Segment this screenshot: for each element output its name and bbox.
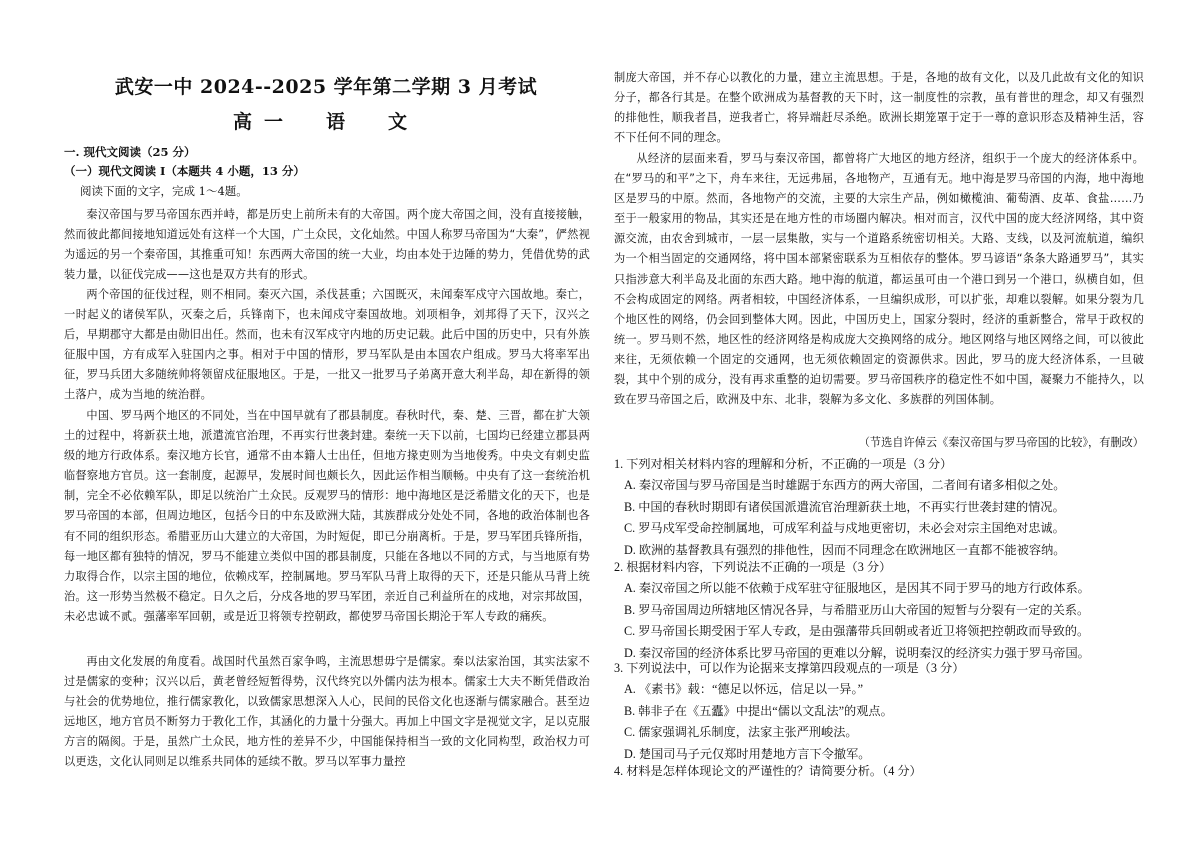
question-4 <box>614 761 1144 782</box>
question-2 <box>614 557 1144 664</box>
option-b: B. 中国的春秋时期即有诸侯国派遣流官治理新获土地，不再实行世袭封建的情况。 <box>624 499 1065 514</box>
article-source: （节选自许倬云《秦汉帝国与罗马帝国的比较》，有删改） <box>858 436 1144 449</box>
option-c: C. 儒家强调礼乐制度，法家主张严刑峻法。 <box>624 725 858 740</box>
question-3 <box>614 658 1144 765</box>
question-stem: 2. 根据材料内容，下列说法不正确的一项是（3 分） <box>614 560 892 574</box>
option-d: D. 秦汉帝国的经济体系比罗马帝国的更难以分解，说明秦汉的经济实力强于罗马帝国。 <box>624 645 1090 660</box>
question-1 <box>614 454 1144 561</box>
option-a: A. 秦汉帝国与罗马帝国是当时雄踞于东西方的两大帝国，二者间有诸多相似之处。 <box>624 478 1066 493</box>
question-stem: 4. 材料是怎样体现论文的严谨性的？请简要分析。（4 分） <box>614 764 922 778</box>
article-paragraph-1: 秦汉帝国与罗马帝国东西并峙，都是历史上前所未有的大帝国。两个庞大帝国之间，没有直接接触，然而彼此都间接地知道远处有这样一个大国，广土众民，文化灿然。中国人称罗马帝国为“大秦”，俨然视为遥远的另一个秦帝国，其推重可知！东西两大帝国的统一大业，均由本处于边陲的势力，凭借优势的武装力量，以征伐完成——这也是双方共有的形式。 <box>64 208 590 282</box>
article-paragraph-4: 再由文化发展的角度看。战国时代虽然百家争鸣，主流思想毋宁是儒家。秦以法家治国，其实法家不过是儒家的变种；汉兴以后，黄老曾经短暂得势，汉代终究以外儒内法为根本。儒家士大夫不断凭借政治与社会的优势地位，推行儒家教化，以致儒家思想深入人心，民间的民俗文化也逐渐与儒家融合。甚至边远地区，地方官员不断努力于教化工作，其涵化的力量十分强大。再加上中国文字是视觉文字，足以克服方言的隔阂。于是，虽然广土众民，地方性的差异不少，中国能保持相当一致的文化同构型，政治权力可以更迭，文化认同则足以维系共同体的延续不散。罗马以军事力量控 <box>64 655 590 769</box>
question-stem: 3. 下列说法中，可以作为论据来支撑第四段观点的一项是（3 分） <box>614 661 965 675</box>
option-d: D. 楚国司马子元仅郑时用楚地方言下令撤军。 <box>624 746 871 761</box>
reading-instruction: 阅读下面的文字，完成 1～4题。 <box>80 184 248 198</box>
article-paragraph-5: 从经济的层面来看，罗马与秦汉帝国，都曾将广大地区的地方经济，组织于一个庞大的经济体系中。在“罗马的和平”之下，舟车来往，无远弗届，各地物产，互通有无。地中海是罗马帝国的内海，地中海地区是罗马的中原。然而，各地物产的交流，主要的大宗生产品，例如橄榄油、葡萄酒、皮革、食盐……乃至于一般家用的物品，其实还是在地方性的市场圈内解决。相对而言，汉代中国的庞大经济网络，其中资源交流，由农舍到城市，一层一层集散，实与一个道路系统密切相关。大路、支线，以及河流航道，编织为一个相当固定的交通网络，将中国本部紧密联系为互相依存的整体。罗马谚语“条条大路通罗马”，其实只指涉意大利半岛及北面的东西大路。地中海的航道，都运虽可由一个港口到另一个港口，纵横自如，但不会构成固定的网络。两者相较，中国经济体系，一旦编织成形，可以扩张，却难以裂解。如果分裂为几个地区性的网络，仍会回到整体大网。因此，中国历史上，国家分裂时，经济的重新整合，常早于政权的统一。罗马则不然，地区性的经济网络是构成庞大交换网络的成分。地区网络与地区网络之间，可以彼此来往，无须依赖一个固定的交通网，也无须依赖固定的资源供求。因此，罗马的庞大经济体系，一旦破裂，其中个别的成分，没有再求重整的迫切需要。罗马帝国秩序的稳定性不如中国，凝聚力不能持久，以致在罗马帝国之后，欧洲及中东、北非，裂解为多文化、多族群的列国体制。 <box>614 152 1144 407</box>
article-paragraph-4-continued: 制庞大帝国，并不存心以教化的力量，建立主流思想。于是，各地的故有文化，以及几此故有文化的知识分子，都各行其是。在整个欧洲成为基督教的天下时，这一制度性的宗教，虽有普世的理念，却又有强烈的排他性，顺我者昌，逆我者亡，将异端赶尽杀绝。欧洲长期笼罩于定于一尊的意识形态及精神生活，容不下任何不同的理念。 <box>614 71 1144 145</box>
article-paragraph-3: 中国、罗马两个地区的不同处，当在中国早就有了郡县制度。春秋时代，秦、楚、三晋，都在扩大领土的过程中，将新获土地，派遣流官治理，不再实行世袭封建。秦统一天下以前，七国均已经建立郡县两级的地方行政体系。秦汉地方长官，通常不由本籍人士出任，但地方掾吏则为当地俊秀。中央文有刺史监临督察地方官员。这一套制度，起源早，发展时间也颇长久，因此运作相当顺畅。中央有了这一套统治机制，完全不必依赖军队，即足以统治广土众民。反观罗马的情形：地中海地区是泛希腊文化的天下，也是罗马帝国的本部，但周边地区，包括今日的中东及欧洲大陆，其族群成分处处不同，各地的政治体制也各有不同的组织形态。希腊亚历山大建立的大帝国，为时短促，即已分崩离析。于是，罗马军团兵锋所指，每一地区都有独特的情况，罗马不能建立类似中国的郡县制度，只能在各地以不同的方式，与当地原有势力取得合作，以宗主国的地位，依赖戍军，控制属地。罗马军队马背上取得的天下，还是只能从马背上统治。这一形势当然极不稳定。日久之后，分戍各地的罗马军团，亲近自己利益所在的戍地，对宗邦故国，未必忠诚不贰。强藩率军回朝，或是近卫将领专控朝政，都使罗马帝国长期沦于军人专政的痛疾。 <box>64 409 590 623</box>
option-d: D. 欧洲的基督教具有强烈的排他性，因而不同理念在欧洲地区一直都不能被容纳。 <box>624 542 1066 557</box>
option-c: C. 罗马戍军受命控制属地，可成军利益与戍地更密切，未必会对宗主国绝对忠诚。 <box>624 521 1065 536</box>
option-a: A. 秦汉帝国之所以能不依赖于戍军驻守征服地区，是因其不同于罗马的地方行政体系。 <box>624 581 1090 596</box>
subject-title: 高一 语 文 <box>232 111 419 133</box>
question-stem: 1. 下列对相关材料内容的理解和分析，不正确的一项是（3 分） <box>614 457 953 471</box>
section-heading: 一. 现代文阅读（25 分） <box>64 145 196 159</box>
option-c: C. 罗马帝国长期受困于军人专政，是由强藩带兵回朝或者近卫将领把控朝政而导致的。 <box>624 624 1090 639</box>
subsection-heading: （一）现代文阅读 I（本题共 4 小题，13 分） <box>64 164 305 178</box>
page-title: 武安一中 2024--2025 学年第二学期 3 月考试 <box>114 76 538 98</box>
option-b: B. 罗马帝国周边所辖地区情况各异，与希腊亚历山大帝国的短暂与分裂有一定的关系。 <box>624 602 1090 617</box>
option-a: A. 《素书》载：“德足以怀远，信足以一异。” <box>624 682 863 697</box>
article-paragraph-2: 两个帝国的征伐过程，则不相同。秦灭六国，杀伐甚重；六国既灭，未闻秦军戍守六国故地。秦亡，一时起义的诸侯军队，灭秦之后，兵锋南下，也未闻戍守秦国故地。刘项相争，刘邦得了天下，汉兴之后，早期郡守大都是由勋旧出任。然而，也未有汉军戍守内地的历史记载。此后中国的历史中，只有外族征服中国，方有成军入驻国内之事。相对于中国的情形，罗马军队是由本国农户组成。罗马大将率军出征，罗马兵团大多随统帅将领留戍征服地区。于是，一批又一批罗马子弟离开意大利半岛，却在新得的领土落户，成为当地的统治群。 <box>64 288 590 402</box>
option-b: B. 韩非子在《五蠹》中提出“儒以文乱法”的观点。 <box>624 703 893 718</box>
